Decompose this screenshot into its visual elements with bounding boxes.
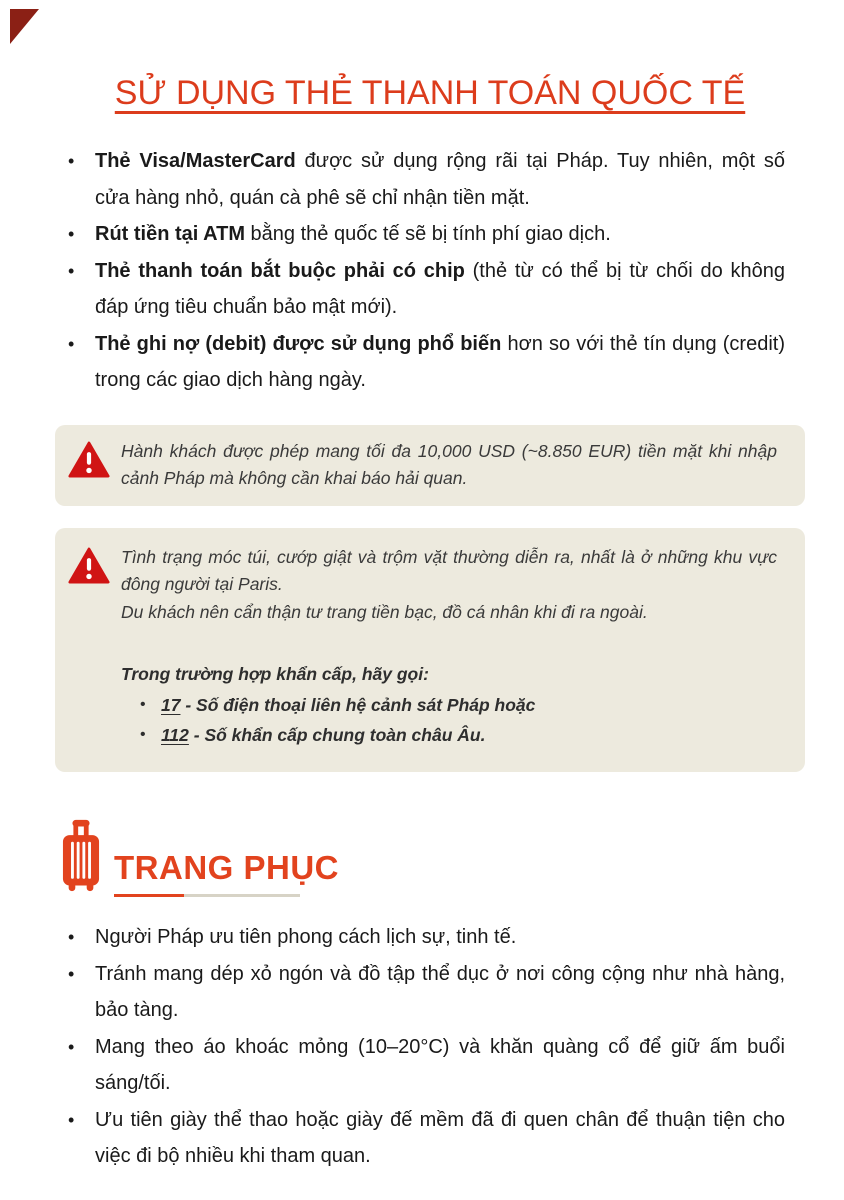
list-item-lead: Thẻ Visa/MasterCard — [95, 150, 296, 172]
list-item-text: Ưu tiên giày thể thao hoặc giày đế mềm đã đi quen chân để thuận tiện cho việc đi bộ nhiều khi tham quan. — [95, 1108, 785, 1167]
underline-orange-segment — [114, 894, 184, 897]
list-item-lead: Rút tiền tại ATM — [95, 223, 245, 245]
luggage-icon — [62, 818, 100, 899]
list-item-text: (thẻ từ có thể bị từ chối do không đáp ứng tiêu chuẩn bảo mật mới). — [95, 259, 785, 318]
list-item-text: Mang theo áo khoác mỏng (10–20°C) và khăn quàng cổ để giữ ấm buổi sáng/tối. — [95, 1035, 785, 1094]
list-item — [95, 919, 785, 956]
emergency-list — [121, 690, 777, 750]
corner-decoration — [10, 9, 39, 44]
emergency-item — [161, 720, 777, 750]
list-item-text: Tránh mang dép xỏ ngón và đồ tập thể dục ở nơi công cộng như nhà hàng, bảo tàng. — [95, 962, 785, 1021]
page-content — [55, 0, 805, 1175]
warning-icon — [68, 441, 110, 483]
list-item-lead: Thẻ thanh toán bắt buộc phải có chip — [95, 259, 465, 282]
list-item — [95, 143, 785, 216]
cash-warning-text — [121, 438, 777, 493]
list-item — [95, 956, 785, 1029]
list-item — [95, 253, 785, 326]
section-title-wrap — [114, 849, 339, 899]
clothing-section-header — [55, 818, 805, 899]
emergency-number: 17 — [161, 695, 181, 715]
list-item — [95, 1102, 785, 1175]
emergency-number: 112 — [161, 725, 189, 745]
heading-underline — [114, 894, 300, 897]
payment-list — [55, 143, 805, 399]
emergency-heading: Trong trường hợp khẩn cấp, hãy gọi: — [121, 664, 429, 684]
warning-icon — [68, 547, 110, 589]
warning-paragraph: Du khách nên cẩn thận tư trang tiền bạc, đồ cá nhân khi đi ra ngoài. — [121, 601, 648, 622]
emergency-text: - Số khẩn cấp chung toàn châu Âu. — [188, 725, 486, 745]
emergency-item — [161, 690, 777, 720]
cash-warning-box — [55, 425, 805, 506]
warning-paragraph: Hành khách được phép mang tối đa 10,000 USD (~8.850 EUR) tiền mặt khi nhập cảnh Pháp mà không cần khai báo hải quan. — [121, 440, 777, 488]
clothing-list — [55, 919, 805, 1175]
list-item — [95, 216, 785, 253]
list-item — [95, 1029, 785, 1102]
warning-paragraph: Tình trạng móc túi, cướp giật và trộm vặt thường diễn ra, nhất là ở những khu vực đông người tại Paris. — [121, 546, 777, 594]
section-title: TRANG PHỤC — [114, 849, 339, 886]
list-item-text: được sử dụng rộng rãi tại Pháp. Tuy nhiên, một số cửa hàng nhỏ, quán cà phê sẽ chỉ nhận tiền mặt. — [95, 150, 785, 209]
underline-gray-segment — [184, 894, 300, 897]
list-item-text: bằng thẻ quốc tế sẽ bị tính phí giao dịch. — [244, 223, 611, 245]
emergency-text: - Số điện thoại liên hệ cảnh sát Pháp hoặc — [180, 695, 536, 715]
list-item-lead: Thẻ ghi nợ (debit) được sử dụng phổ biến — [95, 332, 502, 355]
page-title: SỬ DỤNG THẺ THANH TOÁN QUỐC TẾ — [114, 74, 746, 112]
list-item — [95, 326, 785, 399]
safety-warning-text — [121, 544, 777, 751]
safety-warning-box — [55, 528, 805, 773]
list-item-text: Người Pháp ưu tiên phong cách lịch sự, tinh tế. — [95, 926, 517, 948]
list-item-text: hơn so với thẻ tín dụng (credit) trong các giao dịch hàng ngày. — [95, 332, 786, 391]
